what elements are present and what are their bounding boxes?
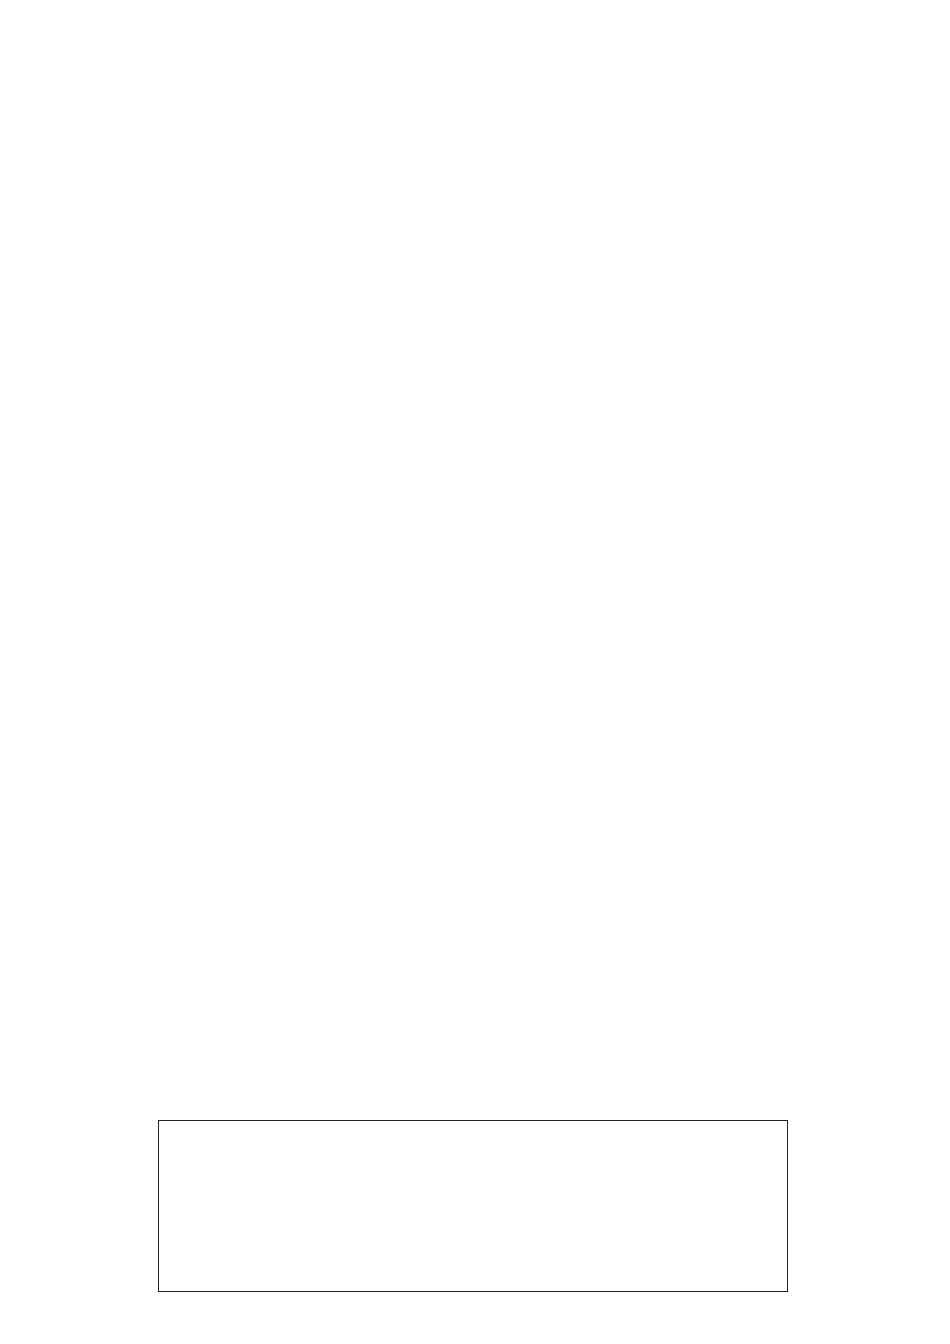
- answer-choices-box: [158, 1120, 788, 1292]
